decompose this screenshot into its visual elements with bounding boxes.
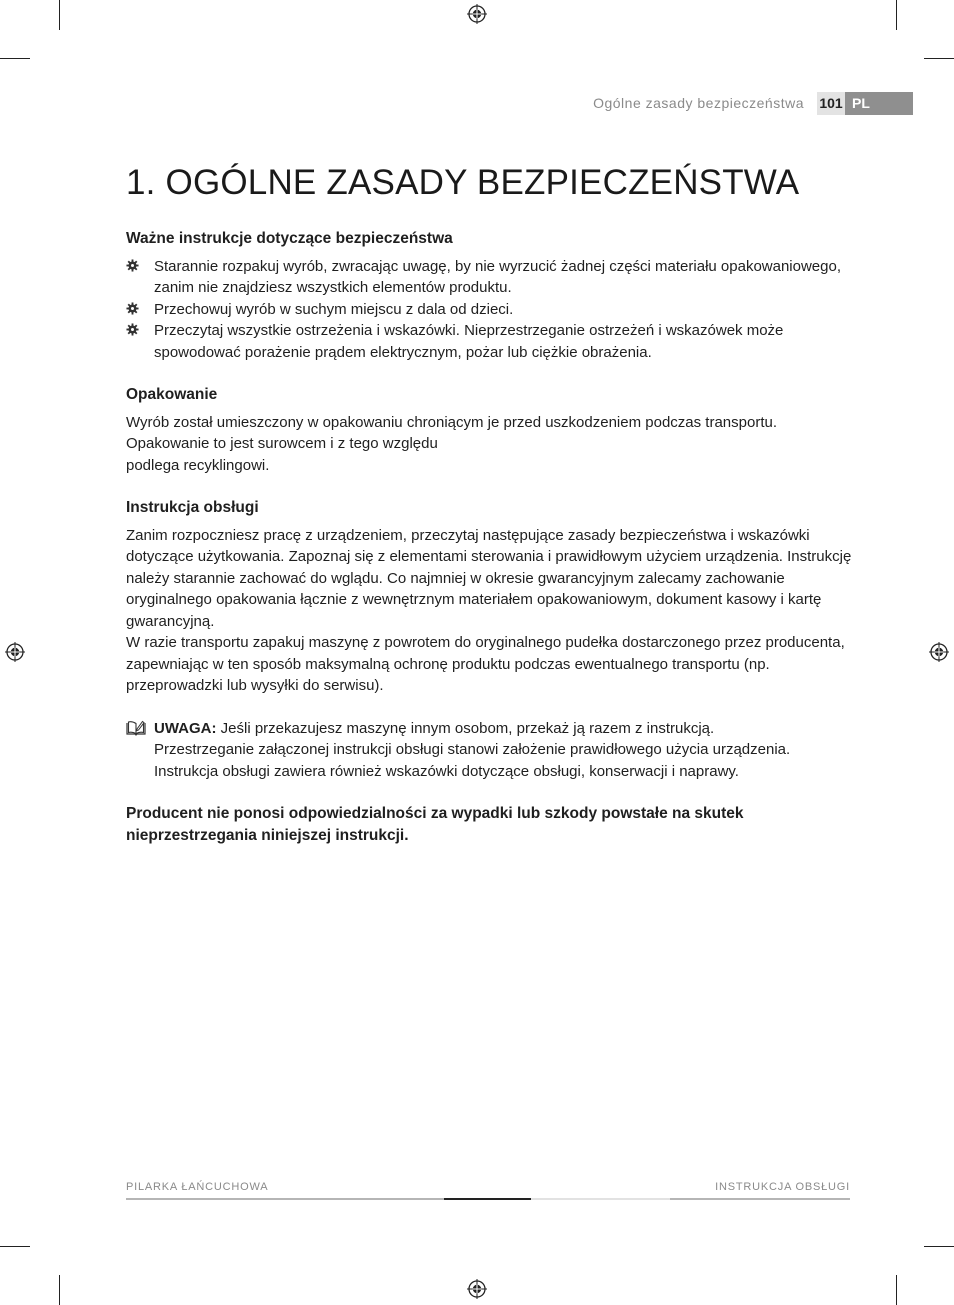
- gear-bullet-icon: [126, 302, 139, 315]
- footer-rule: [670, 1198, 850, 1200]
- note-text: Jeśli przekazujesz maszynę innym osobom, przekaż ją razem z instrukcją.: [216, 719, 715, 737]
- registration-mark-icon: [467, 4, 487, 24]
- list-item: [126, 320, 852, 363]
- list-item: [126, 299, 852, 321]
- note-line-2: Przestrzeganie załączonej instrukcji obsługi stanowi założenie prawidłowego użycia urządzenia. Instrukcja obsługi zawiera również wskazówki dotyczące obsługi, konserwacji i naprawy.: [154, 741, 791, 780]
- footer-rule: [126, 1198, 444, 1200]
- header-section-title: Ogólne zasady bezpieczeństwa: [593, 95, 804, 111]
- list-item-text: Przeczytaj wszystkie ostrzeżenia i wskazówki. Nieprzestrzeganie ostrzeżeń i wskazówek może spowodować porażenie prądem elektrycznym, pożar lub ciężkie obrażenia.: [154, 322, 784, 361]
- manual-heading: Instrukcja obsługi: [126, 499, 259, 516]
- note-box: [126, 718, 852, 783]
- gear-bullet-icon: [126, 323, 139, 336]
- manual-section: [126, 497, 852, 697]
- footer-product-name: PILARKA ŁAŃCUCHOWA: [126, 1181, 269, 1193]
- page-number: 101: [817, 92, 845, 115]
- crop-mark: [896, 0, 897, 30]
- registration-mark-icon: [5, 642, 25, 662]
- registration-mark-icon: [467, 1279, 487, 1299]
- crop-mark: [924, 58, 954, 59]
- page-title: 1. OGÓLNE ZASADY BEZPIECZEŃSTWA: [126, 163, 800, 202]
- open-book-icon: [126, 720, 146, 736]
- footer-document-name: INSTRUKCJA OBSŁUGI: [715, 1181, 850, 1193]
- safety-heading: Ważne instrukcje dotyczące bezpieczeństwa: [126, 230, 453, 247]
- packaging-section: [126, 384, 852, 476]
- crop-mark: [896, 1275, 897, 1305]
- note-label: UWAGA:: [154, 719, 217, 737]
- disclaimer: Producent nie ponosi odpowiedzialności za wypadki lub szkody powstałe na skutek nieprzestrzegania niniejszej instrukcji.: [126, 805, 744, 844]
- list-item: [126, 256, 852, 299]
- crop-mark: [59, 1275, 60, 1305]
- crop-mark: [0, 58, 30, 59]
- crop-mark: [0, 1246, 30, 1247]
- manual-paragraph-2: W razie transportu zapakuj maszynę z powrotem do oryginalnego pudełka dostarczonego przez producenta, zapewniając w ten sposób maksymalną ochronę produktu podczas ewentualnego transportu (np. przeprowadzki lub wysyłki do serwisu).: [126, 634, 845, 694]
- safety-section: [126, 228, 852, 363]
- footer-rule: [531, 1198, 670, 1200]
- language-badge: PL: [845, 92, 913, 115]
- crop-mark: [59, 0, 60, 30]
- note-line-1: [154, 718, 852, 740]
- packaging-text-line1: Wyrób został umieszczony w opakowaniu chroniącym je przed uszkodzeniem podczas transportu. Opakowanie to jest surowcem i z tego względu: [126, 413, 777, 452]
- crop-mark: [924, 1246, 954, 1247]
- registration-mark-icon: [929, 642, 949, 662]
- packaging-heading: Opakowanie: [126, 386, 218, 403]
- list-item-text: Przechowuj wyrób w suchym miejscu z dala od dzieci.: [154, 300, 514, 318]
- safety-list: [126, 256, 852, 364]
- main-content: [126, 228, 852, 847]
- list-item-text: Starannie rozpakuj wyrób, zwracając uwagę, by nie wyrzucić żadnej części materiału opakowaniowego, zanim nie znajdziesz wszystkich elementów produktu.: [154, 257, 842, 296]
- packaging-text-line2: podlega recyklingowi.: [126, 456, 270, 474]
- manual-paragraph-1: Zanim rozpoczniesz pracę z urządzeniem, przeczytaj następujące zasady bezpieczeństwa i wskazówki dotyczące użytkowania. Zapoznaj się z elementami sterowania i prawidłowym użyciem urządzenia. Instrukcję należy starannie zachować do wglądu. Co najmniej w okresie gwarancyjnym zalecamy zachowanie oryginalnego opakowania łącznie z wewnętrznym materiałem opakowaniowym, dokument kasowy i kartę gwarancyjną.: [126, 526, 852, 630]
- footer-rule: [444, 1198, 531, 1200]
- gear-bullet-icon: [126, 259, 139, 272]
